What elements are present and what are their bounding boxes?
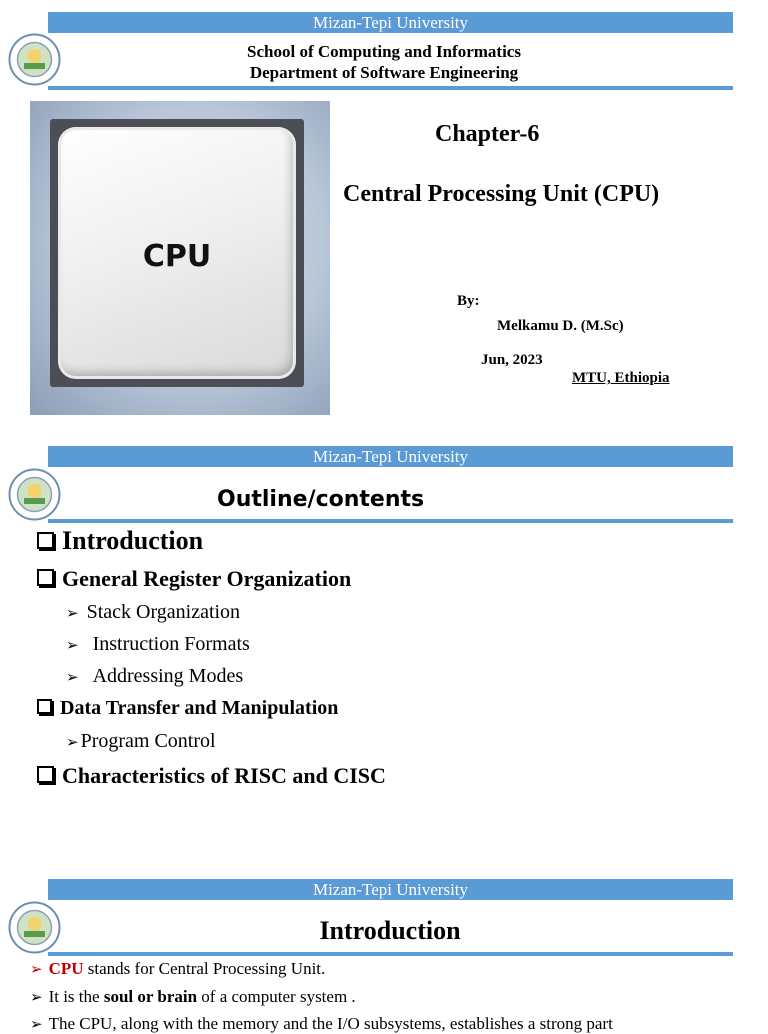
outline-title: Outline/contents [217, 487, 425, 512]
university-banner: Mizan-Tepi University [48, 12, 733, 33]
outline-subitem: ➢ Addressing Modes [66, 665, 244, 687]
outline-item: Introduction [37, 526, 203, 556]
university-banner: Mizan-Tepi University [48, 879, 733, 900]
header-rule [48, 952, 733, 956]
intro-bullet: ➢ CPU stands for Central Processing Unit. [30, 959, 326, 978]
author-name: Melkamu D. (M.Sc) [497, 318, 624, 334]
chapter-title: Central Processing Unit (CPU) [343, 181, 660, 207]
outline-subitem: ➢ Program Control [66, 730, 216, 752]
outline-item: General Register Organization [37, 566, 351, 592]
cpu-chip-frame [50, 119, 304, 387]
outline-subitem: ➢ Stack Organization [66, 601, 241, 623]
cpu-chip-label: CPU [142, 239, 212, 274]
checkbox-bullet-icon [37, 766, 54, 783]
school-name: School of Computing and Informatics [247, 42, 521, 61]
checkbox-bullet-icon [37, 699, 52, 714]
outline-item: Data Transfer and Manipulation [37, 697, 338, 720]
arrow-bullet-icon: ➢ [30, 962, 43, 978]
university-banner: Mizan-Tepi University [48, 446, 733, 467]
header-rule [48, 519, 733, 523]
arrow-bullet-icon: ➢ [66, 670, 79, 686]
department-name: Department of Software Engineering [249, 63, 519, 82]
header-rule [48, 86, 733, 90]
by-label: By: [457, 293, 480, 309]
slide-title [0, 0, 768, 430]
checkbox-bullet-icon [37, 532, 54, 549]
arrow-bullet-icon: ➢ [66, 606, 79, 622]
section-title: Introduction [319, 916, 461, 945]
chapter-label: Chapter-6 [435, 121, 540, 147]
intro-bullet: ➢ The CPU, along with the memory and the I/O subsystems, establishes a strong part [30, 1014, 613, 1033]
outline-item: Characteristics of RISC and CISC [37, 763, 386, 789]
presentation-date: Jun, 2023 [481, 352, 543, 368]
cpu-chip-face [58, 127, 296, 379]
university-seal-icon [8, 468, 61, 521]
arrow-bullet-icon: ➢ [66, 638, 79, 654]
intro-bullet: ➢ It is the soul or brain of a computer system . [30, 987, 356, 1006]
arrow-bullet-icon: ➢ [30, 990, 43, 1006]
place-label: MTU, Ethiopia [572, 370, 670, 386]
outline-subitem: ➢ Instruction Formats [66, 633, 250, 655]
arrow-bullet-icon: ➢ [66, 735, 79, 751]
checkbox-bullet-icon [37, 569, 54, 586]
cpu-chip-image [30, 101, 330, 415]
arrow-bullet-icon: ➢ [30, 1017, 43, 1033]
